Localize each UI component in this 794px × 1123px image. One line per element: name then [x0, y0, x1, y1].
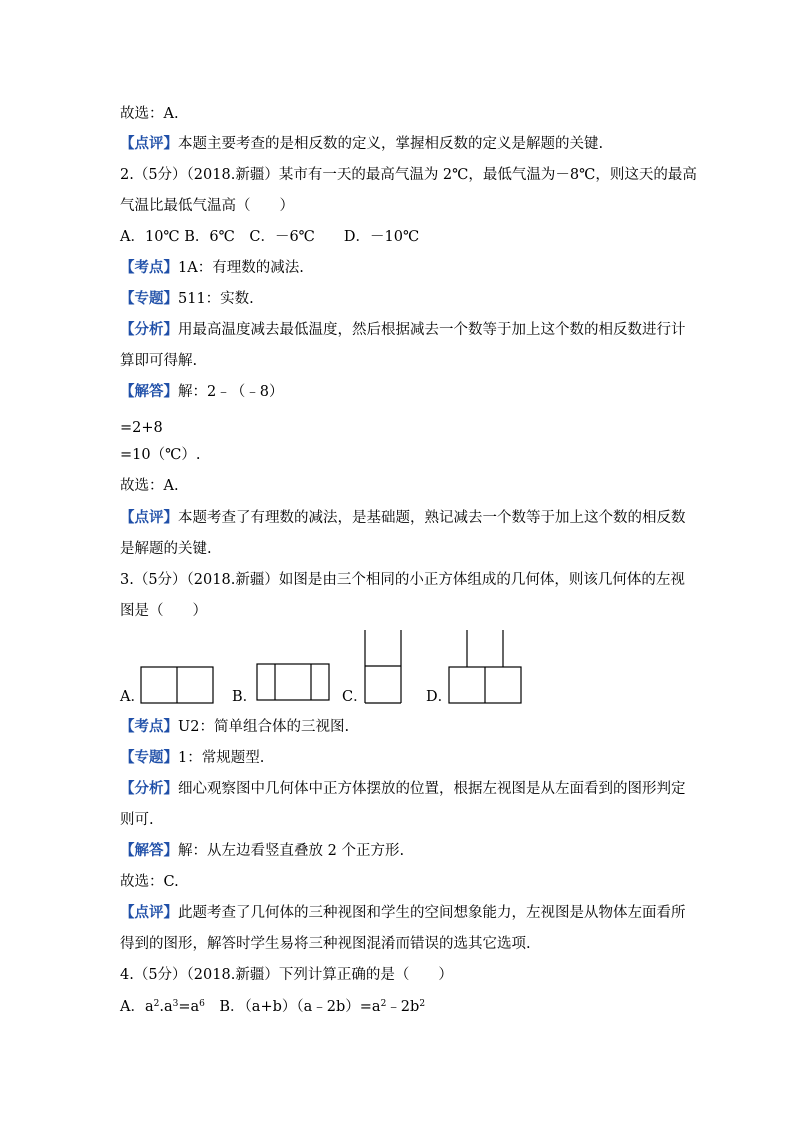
option-a-label: A． — [120, 689, 145, 705]
answer-line: 【解答】解：从左边看竖直叠放 2 个正方形. — [120, 842, 405, 859]
option-c-shape — [364, 630, 402, 704]
tag-comment: 【点评】 — [120, 135, 178, 152]
analysis-line: 【分析】细心观察图中几何体中正方体摆放的位置，根据左视图是从左面看到的图形判定 — [120, 780, 686, 797]
answer-line: 【解答】解：2﹣（﹣8） — [120, 383, 284, 400]
text-line: 得到的图形，解答时学生易将三种视图混淆而错误的选其它选项. — [120, 936, 531, 952]
tag-answer: 【解答】 — [120, 383, 178, 400]
option-b-label: B． — [232, 689, 258, 705]
knowledge-point-line: 【考点】U2：简单组合体的三视图. — [120, 718, 350, 735]
option-d-shape — [448, 630, 522, 704]
knowledge-point-line: 【考点】1A：有理数的减法. — [120, 259, 304, 276]
analysis-line: 【分析】用最高温度减去最低温度，然后根据减去一个数等于加上这个数的相反数进行计 — [120, 321, 686, 338]
topic-line: 【专题】511：实数. — [120, 290, 254, 307]
option-c-label: C． — [342, 689, 368, 705]
text-line: 故选：C. — [120, 874, 179, 890]
tag-answer: 【解答】 — [120, 842, 178, 859]
comment-line: 【点评】本题考查了有理数的减法，是基础题，熟记减去一个数等于加上这个数的相反数 — [120, 509, 686, 526]
option-b-shape — [256, 663, 330, 701]
tag-analysis: 【分析】 — [120, 780, 178, 797]
comment-line: 【点评】此题考查了几何体的三种视图和学生的空间想象能力，左视图是从物体左面看所 — [120, 904, 686, 921]
question-2-line: 2.（5分）（2018.新疆）某市有一天的最高气温为 2℃，最低气温为－8℃，则这天的最高 — [120, 167, 697, 183]
text-line: 算即可得解. — [120, 353, 198, 369]
option-d-label: D． — [426, 689, 453, 705]
tag-analysis: 【分析】 — [120, 321, 178, 338]
text-line: 则可. — [120, 812, 154, 828]
tag-topic: 【专题】 — [120, 290, 178, 307]
question-4-line: 4.（5分）（2018.新疆）下列计算正确的是（ ） — [120, 967, 453, 983]
question-2-options: A．10℃ B．6℃ C．－6℃ D．－10℃ — [120, 229, 420, 245]
text-line: =2+8 — [120, 420, 163, 436]
topic-line: 【专题】1：常规题型. — [120, 749, 265, 766]
tag-knowledge-point: 【考点】 — [120, 718, 178, 735]
question-4-options: A．$a^2.a^3=a^6$ B．$(a+b)(a﹣2b)=a^2﹣2b^2$ — [120, 999, 426, 1015]
tag-comment: 【点评】 — [120, 509, 178, 526]
text-line: 图是（ ） — [120, 603, 207, 619]
text-line: =10（℃）. — [120, 447, 201, 463]
tag-comment: 【点评】 — [120, 904, 178, 921]
option-a-shape — [140, 666, 214, 704]
text-line: 故选：A. — [120, 478, 179, 494]
comment-line: 【点评】本题主要考查的是相反数的定义，掌握相反数的定义是解题的关键. — [120, 135, 604, 152]
tag-topic: 【专题】 — [120, 749, 178, 766]
text-line: 故选：A. — [120, 106, 179, 122]
question-3-line: 3.（5分）（2018.新疆）如图是由三个相同的小正方体组成的几何体，则该几何体的左视 — [120, 572, 685, 588]
text-line: 气温比最低气温高（ ） — [120, 198, 294, 214]
question-3-figure — [120, 628, 540, 708]
tag-knowledge-point: 【考点】 — [120, 259, 178, 276]
text-line: 是解题的关键. — [120, 541, 212, 557]
